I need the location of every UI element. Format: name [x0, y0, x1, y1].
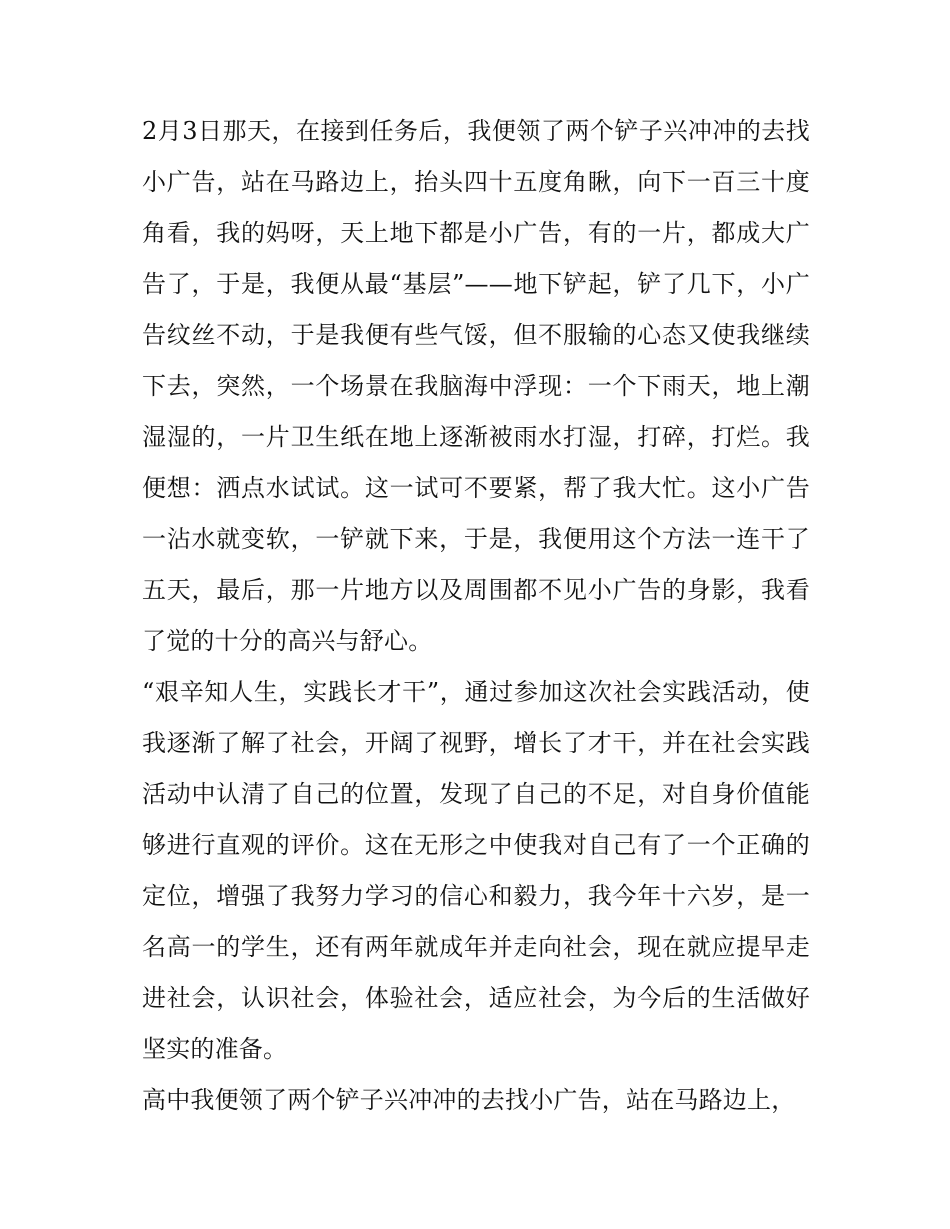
document-body [142, 106, 810, 1126]
paragraph-2: “艰辛知人生，实践长才干”，通过参加这次社会实践活动，使我逐渐了解了社会，开阔了视野，增长了才干，并在社会实践活动中认清了自己的位置，发现了自己的不足，对自身价值能够进行直观的评价。这在无形之中使我对自己有了一个正确的定位，增强了我努力学习的信心和毅力，我今年十六岁，是一名高一的学生，还有两年就成年并走向社会，现在就应提早走进社会，认识社会，体验社会，适应社会，为今后的生活做好坚实的准备。 [142, 678, 810, 1063]
paragraph-3: 高中我便领了两个铲子兴冲冲的去找小广告，站在马路边上， [142, 1086, 796, 1114]
paragraph-1: 2月3日那天，在接到任务后，我便领了两个铲子兴冲冲的去找小广告，站在马路边上，抬头四十五度角瞅，向下一百三十度角看，我的妈呀，天上地下都是小广告，有的一片，都成大广告了，于是，我便从最“基层”——地下铲起，铲了几下，小广告纹丝不动，于是我便有些气馁，但不服输的心态又使我继续下去，突然，一个场景在我脑海中浮现：一个下雨天，地上潮湿湿的，一片卫生纸在地上逐渐被雨水打湿，打碎，打烂。我便想：洒点水试试。这一试可不要紧，帮了我大忙。这小广告一沾水就变软，一铲就下来，于是，我便用这个方法一连干了五天，最后，那一片地方以及周围都不见小广告的身影，我看了觉的十分的高兴与舒心。 [142, 117, 810, 655]
